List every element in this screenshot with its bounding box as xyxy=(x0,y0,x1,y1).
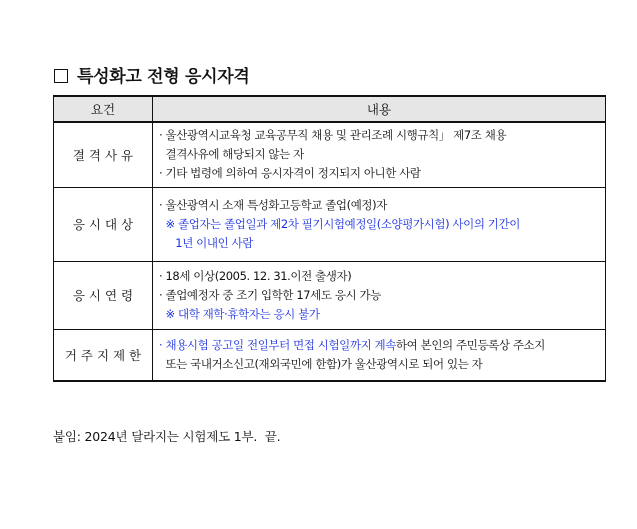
content-line-note: 1년 이내인 사람 xyxy=(159,235,253,250)
table-row-residence xyxy=(54,329,606,381)
content-text: 하여 본인의 주민등록상 주소지 xyxy=(395,337,545,352)
table-row-eligible-applicants xyxy=(54,187,606,261)
section-title xyxy=(54,62,249,87)
content-line-note: ※ 대학 재학·휴학자는 응시 불가 xyxy=(159,306,320,321)
qualification-table xyxy=(53,95,606,382)
content-line: · 울산광역시교육청 교육공무직 채용 및 관리조례 시행규칙」 제7조 채용 xyxy=(159,128,507,143)
section-title-text: 특성화고 전형 응시자격 xyxy=(77,67,250,87)
content-line: 결격사유에 해당되지 않는 자 xyxy=(159,147,304,162)
content-line: 또는 국내거소신고(재외국민에 한함)가 울산광역시로 되어 있는 자 xyxy=(159,356,483,371)
row-label: 결 격 사 유 xyxy=(54,122,153,187)
content-line: · 졸업예정자 중 조기 입학한 17세도 응시 가능 xyxy=(159,287,381,302)
table-header-row xyxy=(54,96,606,122)
row-label: 응 시 연 령 xyxy=(54,261,153,329)
content-highlight: · 채용시험 공고일 전일부터 면접 시험일까지 계속 xyxy=(159,337,396,352)
header-content: 내용 xyxy=(153,96,606,122)
table-row-age xyxy=(54,261,606,329)
content-line: · 기타 법령에 의하여 응시자격이 정지되지 아니한 사람 xyxy=(159,166,421,181)
row-content xyxy=(153,122,606,187)
row-content xyxy=(153,329,606,381)
content-line xyxy=(159,336,601,355)
content-line-note: ※ 졸업자는 졸업일과 제2차 필기시험예정일(소양평가시험) 사이의 기간이 xyxy=(159,216,520,231)
attachment-note: 붙임: 2024년 달라지는 시험제도 1부. 끝. xyxy=(53,429,281,444)
row-content xyxy=(153,261,606,329)
header-requirement: 요건 xyxy=(54,96,153,122)
content-line: · 울산광역시 소재 특성화고등학교 졸업(예정)자 xyxy=(159,197,387,212)
row-label: 거 주 지 제 한 xyxy=(54,329,153,381)
content-line: · 18세 이상(2005. 12. 31.이전 출생자) xyxy=(159,268,352,283)
row-label: 응 시 대 상 xyxy=(54,187,153,261)
checkbox-square-icon xyxy=(54,69,68,83)
table-row-disqualification xyxy=(54,122,606,187)
row-content xyxy=(153,187,606,261)
